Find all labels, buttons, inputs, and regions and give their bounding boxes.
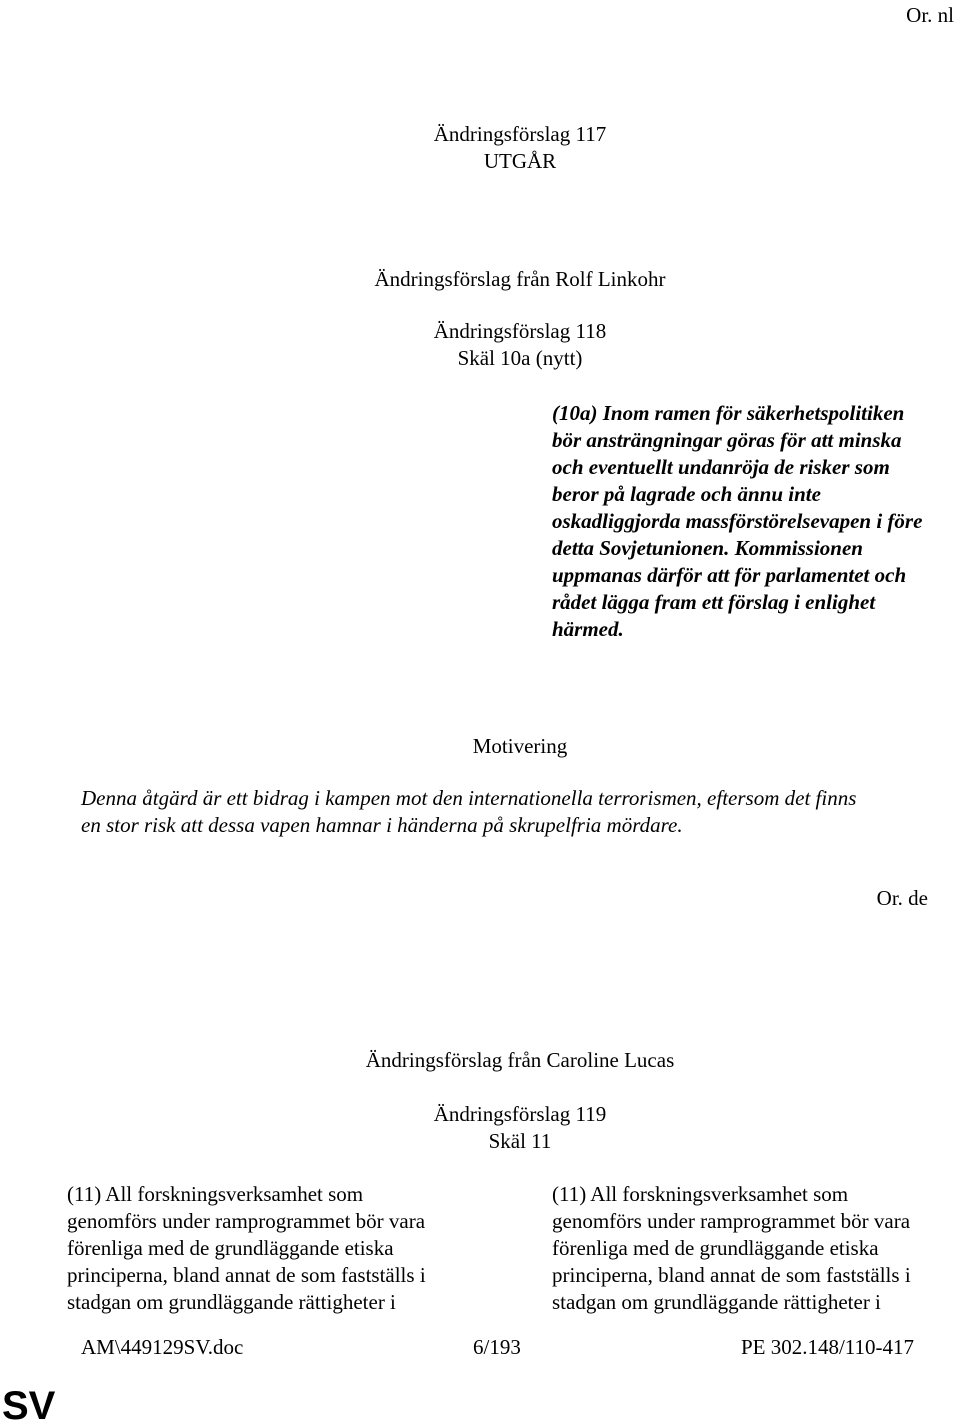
justification-line: Denna åtgärd är ett bidrag i kampen mot den internationella terrorismen, eftersom det finns [81,786,857,810]
origin-language: Or. de [876,886,928,910]
proposed-text-line: detta Sovjetunionen. Kommissionen [552,536,863,560]
text-line: förenliga med de grundläggande etiska [67,1236,394,1260]
amendment-117-status: UTGÅR [483,149,557,173]
text-line: (11) All forskningsverksamhet som [552,1182,849,1206]
proposed-text-line: och eventuellt undanröja de risker som [552,455,890,479]
amendment-119-amended-text [552,1181,911,1316]
proposed-text-line: rådet lägga fram ett förslag i enlighet [552,590,876,614]
amendment-119-recital: Skäl 11 [488,1129,552,1153]
amendment-117-number: Ändringsförslag 117 [433,122,607,146]
text-line: stadgan om grundläggande rättigheter i [552,1290,881,1314]
proposed-text-line: (10a) Inom ramen för säkerhetspolitiken [552,401,905,425]
language-code: SV [2,1384,56,1428]
text-line: principerna, bland annat de som fastställs i [67,1263,426,1287]
footer-pe-ref: PE 302.148/110-417 [740,1335,914,1359]
amendment-119-number: Ändringsförslag 119 [433,1102,607,1126]
footer-page-number: 6/193 [473,1335,521,1359]
amendment-119-author: Ändringsförslag från Caroline Lucas [365,1048,675,1072]
text-line: stadgan om grundläggande rättigheter i [67,1290,396,1314]
text-line: genomförs under ramprogrammet bör vara [552,1209,911,1233]
proposed-text-line: bör ansträngningar göras för att minska [552,428,902,452]
proposed-text-line: härmed. [552,617,624,641]
text-line: förenliga med de grundläggande etiska [552,1236,879,1260]
amendment-118-author: Ändringsförslag från Rolf Linkohr [374,267,666,291]
amendment-118-proposed-text [552,400,922,643]
text-line: principerna, bland annat de som fastställs i [552,1263,911,1287]
proposed-text-line: beror på lagrade och ännu inte [552,482,821,506]
justification-line: en stor risk att dessa vapen hamnar i händerna på skrupelfria mördare. [81,813,683,837]
amendment-118-number: Ändringsförslag 118 [433,319,607,343]
proposed-text-line: uppmanas därför att för parlamentet och [552,563,907,587]
footer-doc-ref: AM\449129SV.doc [81,1335,244,1359]
origin-language-top: Or. nl [906,3,954,27]
justification-heading: Motivering [472,734,568,758]
justification-text [81,785,856,839]
proposed-text-line: oskadliggjorda massförstörelsevapen i före [552,509,923,533]
text-line: genomförs under ramprogrammet bör vara [67,1209,426,1233]
amendment-119-commission-text [67,1181,426,1316]
text-line: (11) All forskningsverksamhet som [67,1182,364,1206]
amendment-118-recital: Skäl 10a (nytt) [457,346,583,370]
